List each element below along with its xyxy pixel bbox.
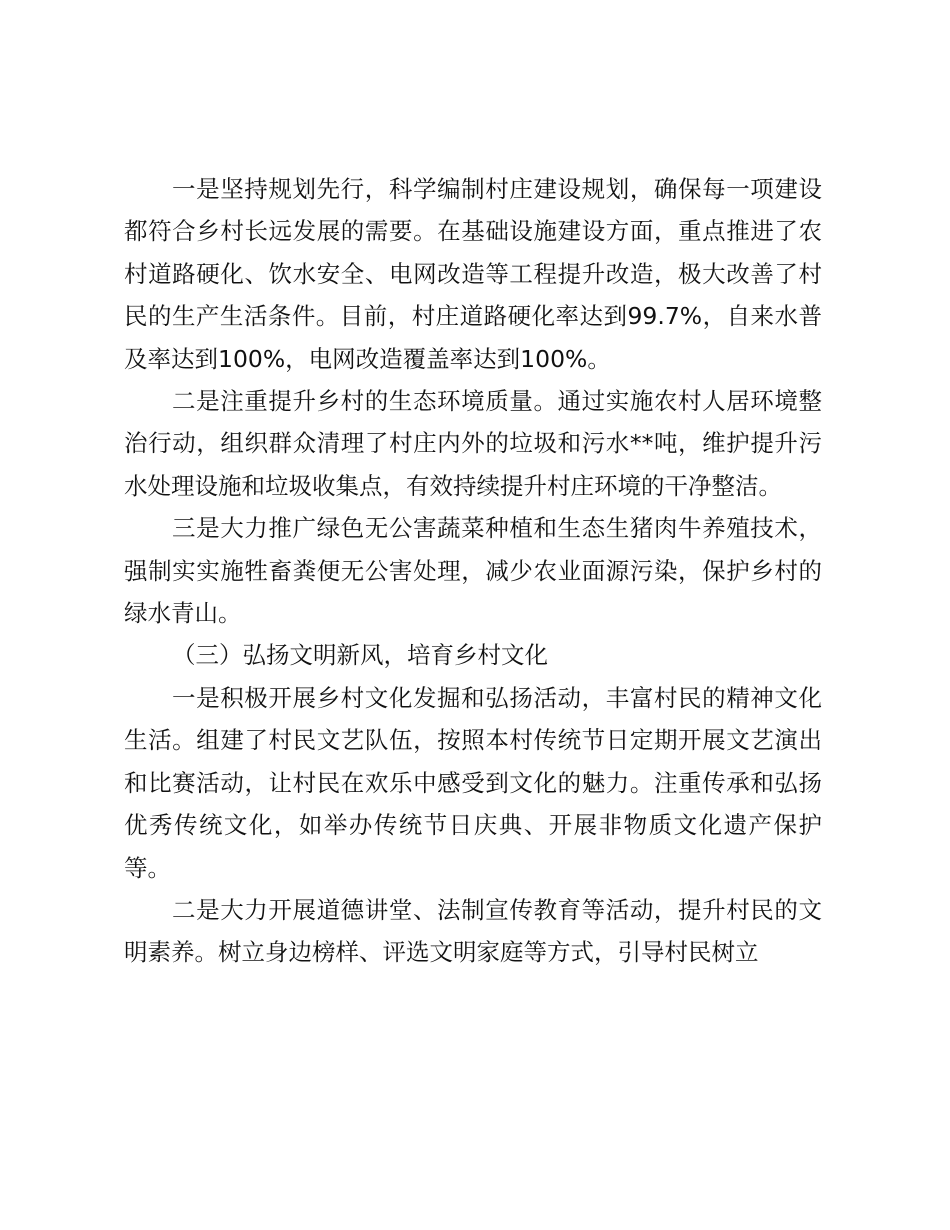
section-heading: （三）弘扬文明新风，培育乡村文化 (172, 641, 548, 670)
paragraph-morality: 二是大力开展道德讲堂、法制宣传教育等活动，提升村民的文明素养。树立身边榜样、评选文明家庭等方式，引导村民树立 (124, 895, 822, 967)
paragraph-culture: 一是积极开展乡村文化发掘和弘扬活动，丰富村民的精神文化生活。组建了村民文艺队伍，按照本村传统节日定期开展文艺演出和比赛活动，让村民在欢乐中感受到文化的魅力。注重传承和弘扬优秀传统文化，如举办传统节日庆典、开展非物质文化遗产保护等。 (124, 683, 822, 882)
document-body (124, 168, 822, 974)
paragraph-ecology: 二是注重提升乡村的生态环境质量。通过实施农村人居环境整治行动，组织群众清理了村庄内外的垃圾和污水**吨，维护提升污水处理设施和垃圾收集点，有效持续提升村庄环境的干净整洁。 (124, 387, 822, 500)
paragraph-green-agriculture: 三是大力推广绿色无公害蔬菜种植和生态生猪肉牛养殖技术，强制实实施牲畜粪便无公害处理，减少农业面源污染，保护乡村的绿水青山。 (124, 514, 822, 628)
paragraph-infrastructure: 一是坚持规划先行，科学编制村庄建设规划，确保每一项建设都符合乡村长远发展的需要。在基础设施建设方面，重点推进了农村道路硬化、饮水安全、电网改造等工程提升改造，极大改善了村民的生产生活条件。目前，村庄道路硬化率达到99.7%，自来水普及率达到100%，电网改造覆盖率达到100%。 (124, 175, 822, 373)
